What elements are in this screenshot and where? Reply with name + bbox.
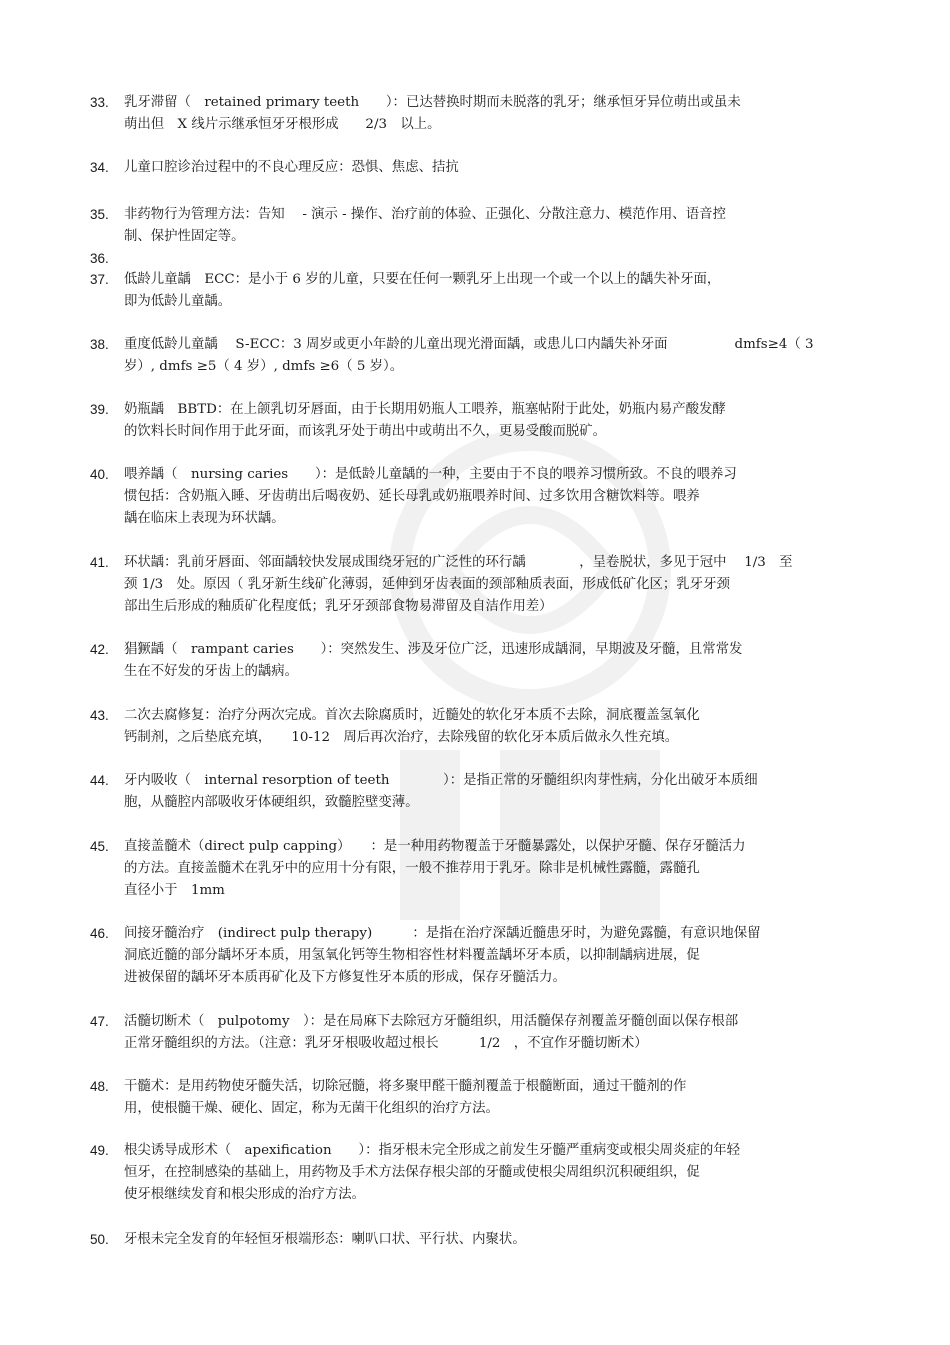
entry-48	[90, 1076, 870, 1120]
entry-37	[90, 269, 870, 313]
entry-number: 40.	[90, 467, 109, 482]
entry-text-line: 钙制剂，之后垫底充填， 10-12 周后再次治疗，去除残留的软化牙本质后做永久性充填。	[124, 730, 679, 745]
entry-text-line: 龋在临床上表现为环状龋。	[124, 511, 285, 526]
entry-number: 48.	[90, 1079, 109, 1094]
entry-text-line: 活髓切断术（ pulpotomy ）：是在局麻下去除冠方牙髓组织，用活髓保存剂覆盖牙髓创面以保存根部	[124, 1014, 739, 1029]
entry-text-line: 间接牙髓治疗 (indirect pulp therapy) ：是指在治疗深龋近髓患牙时，为避免露髓，有意识地保留	[124, 926, 761, 941]
entry-number: 35.	[90, 207, 109, 222]
entry-34	[90, 157, 870, 179]
entry-text-line: 惯包括：含奶瓶入睡、牙齿萌出后喝夜奶、延长母乳或奶瓶喂养时间、过多饮用含糖饮料等。喂养	[124, 489, 700, 504]
entry-number: 50.	[90, 1232, 109, 1247]
entry-number: 34.	[90, 160, 109, 175]
entry-number: 44.	[90, 773, 109, 788]
entry-text-line: 岁）, dmfs ≥5（ 4 岁）, dmfs ≥6（ 5 岁）。	[124, 359, 404, 374]
entry-text-line: 乳牙滞留（ retained primary teeth ）：已达替换时期而未脱落的乳牙；继承恒牙异位萌出或虽未	[124, 95, 741, 110]
entry-text-line: 即为低龄儿童龋。	[124, 294, 232, 309]
entry-text-line: 猖獗龋（ rampant caries ）：突然发生、涉及牙位广泛，迅速形成龋洞，早期波及牙髓，且常常发	[124, 642, 743, 657]
entry-text-line: 非药物行为管理方法：告知 - 演示 - 操作、治疗前的体验、正强化、分散注意力、模范作用、语音控	[124, 207, 726, 222]
entry-text-line: 用，使根髓干燥、硬化、固定，称为无菌干化组织的治疗方法。	[124, 1101, 499, 1116]
entry-text-line: 使牙根继续发育和根尖形成的治疗方法。	[124, 1187, 366, 1202]
entry-number: 41.	[90, 555, 109, 570]
entry-text-line: 牙内吸收（ internal resorption of teeth ）：是指正常的牙髓组织肉芽性病，分化出破牙本质细	[124, 773, 758, 788]
entry-text-line: 恒牙，在控制感染的基础上，用药物及手术方法保存根尖部的牙髓或使根尖周组织沉积硬组织，促	[124, 1165, 700, 1180]
entry-text-line: 奶瓶龋 BBTD：在上颌乳切牙唇面，由于长期用奶瓶人工喂养，瓶塞帖附于此处，奶瓶内易产酸发酵	[124, 402, 726, 417]
entry-number: 49.	[90, 1143, 109, 1158]
entry-text-line: 低龄儿童龋 ECC：是小于 6 岁的儿童，只要在任何一颗乳牙上出现一个或一个以上的龋失补牙面，	[124, 272, 721, 287]
entry-text-line: 干髓术：是用药物使牙髓失活，切除冠髓，将多聚甲醛干髓剂覆盖于根髓断面，通过干髓剂的作	[124, 1079, 687, 1094]
entry-text-line: 萌出但 X 线片示继承恒牙牙根形成 2/3 以上。	[124, 117, 441, 132]
entry-number: 33.	[90, 95, 109, 110]
entry-text-line: 的饮料长时间作用于此牙面，而该乳牙处于萌出中或萌出不久，更易受酸而脱矿。	[124, 424, 607, 439]
entry-text-line: 洞底近髓的部分龋坏牙本质，用氢氧化钙等生物相容性材料覆盖龋坏牙本质，以抑制龋病进展，促	[124, 948, 700, 963]
entry-number: 36.	[90, 251, 109, 266]
entry-text-line: 直接盖髓术（direct pulp capping） ：是一种用药物覆盖于牙髓暴露处，以保护牙髓、保存牙髓活力	[124, 839, 746, 854]
entry-44	[90, 770, 870, 814]
entry-text-line: 制、保护性固定等。	[124, 229, 245, 244]
entry-text-line: 胞，从髓腔内部吸收牙体硬组织，致髓腔壁变薄。	[124, 795, 419, 810]
entry-49	[90, 1140, 870, 1206]
entry-35	[90, 204, 870, 248]
entry-text-line: 喂养龋（ nursing caries ）：是低龄儿童龋的一种，主要由于不良的喂养习惯所致。不良的喂养习	[124, 467, 737, 482]
entry-text-line: 进被保留的龋坏牙本质再矿化及下方修复性牙本质的形成，保存牙髓活力。	[124, 970, 566, 985]
entry-47	[90, 1011, 870, 1055]
entry-number: 46.	[90, 926, 109, 941]
entry-40	[90, 464, 870, 530]
entry-number: 43.	[90, 708, 109, 723]
entry-text-line: 颈 1/3 处。原因（ 乳牙新生线矿化薄弱，延伸到牙齿表面的颈部釉质表面，形成低矿化区；乳牙牙颈	[124, 577, 730, 592]
entry-number: 37.	[90, 272, 109, 287]
entry-text-line: 二次去腐修复：治疗分两次完成。首次去除腐质时，近髓处的软化牙本质不去除，洞底覆盖氢氧化	[124, 708, 700, 723]
entry-39	[90, 399, 870, 443]
entry-45	[90, 836, 870, 902]
entry-text-line: 牙根未完全发育的年轻恒牙根端形态：喇叭口状、平行状、内聚状。	[124, 1232, 526, 1247]
entry-text-line: 部出生后形成的釉质矿化程度低；乳牙牙颈部食物易滞留及自洁作用差）	[124, 599, 553, 614]
entry-text-line: 的方法。直接盖髓术在乳牙中的应用十分有限，一般不推荐用于乳牙。除非是机械性露髓，露髓孔	[124, 861, 700, 876]
entry-text-line: 正常牙髓组织的方法。（注意：乳牙牙根吸收超过根长 1/2 ，不宜作牙髓切断术）	[124, 1036, 648, 1051]
entry-46	[90, 923, 870, 989]
entry-number: 38.	[90, 337, 109, 352]
entry-number: 39.	[90, 402, 109, 417]
entry-text-line: 重度低龄儿童龋 S-ECC：3 周岁或更小年龄的儿童出现光滑面龋，或患儿口内龋失补牙面 dmfs≥4（ 3	[124, 337, 814, 352]
entry-number: 42.	[90, 642, 109, 657]
entry-42	[90, 639, 870, 683]
entry-33	[90, 92, 870, 136]
entry-50	[90, 1229, 870, 1251]
entry-number: 47.	[90, 1014, 109, 1029]
entry-41	[90, 552, 870, 618]
entry-text-line: 根尖诱导成形术（ apexification ）：指牙根未完全形成之前发生牙髓严重病变或根尖周炎症的年轻	[124, 1143, 741, 1158]
entry-text-line: 环状龋：乳前牙唇面、邻面龋较快发展成围绕牙冠的广泛性的环行龋 ，呈卷脱状，多见于冠中 1/3 至	[124, 555, 793, 570]
entry-text-line: 生在不好发的牙齿上的龋病。	[124, 664, 299, 679]
entry-number: 45.	[90, 839, 109, 854]
entry-38	[90, 334, 870, 378]
entry-text-line: 儿童口腔诊治过程中的不良心理反应：恐惧、焦虑、拮抗	[124, 160, 459, 175]
entry-43	[90, 705, 870, 749]
entry-text-line: 直径小于 1mm	[124, 883, 225, 898]
